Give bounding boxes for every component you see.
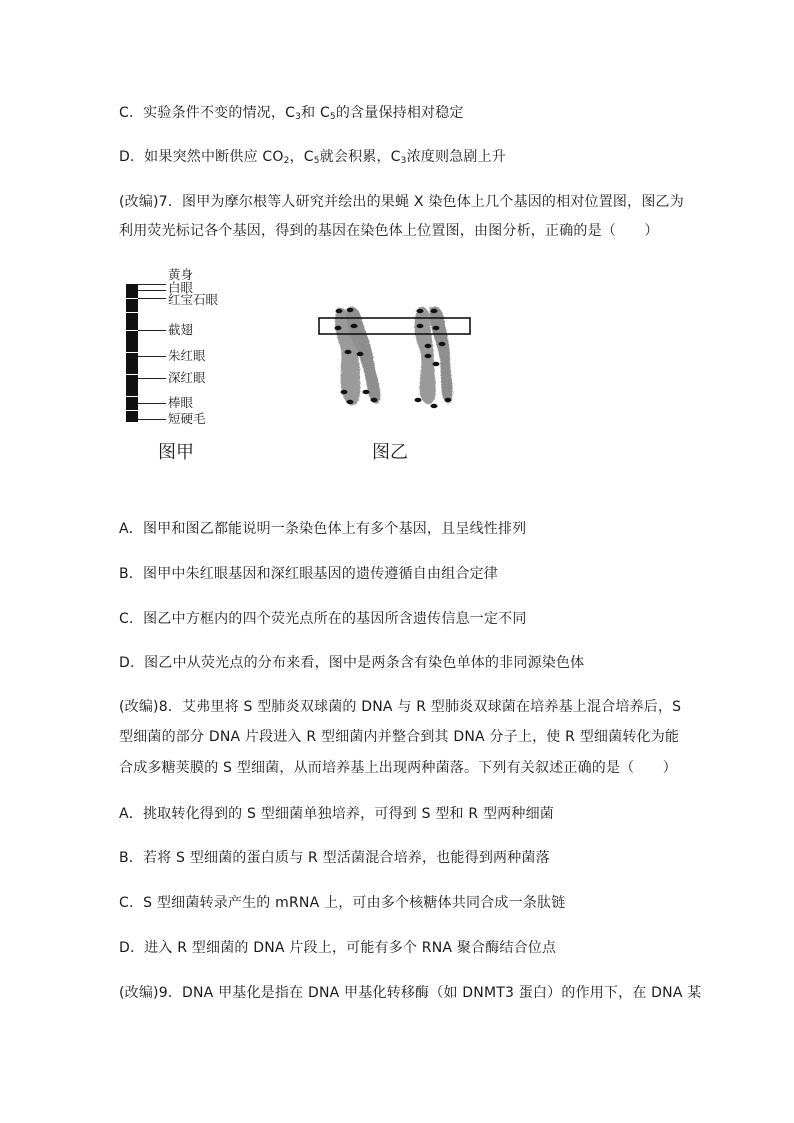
prev-option-c: C．实验条件不变的情况，$C_3$和 $C_5$的含量保持相对稳定 (119, 105, 464, 122)
gene-line (138, 284, 166, 285)
prev-option-d: D．如果突然中断供应 $CO_2$，$C_5$就会积累，$C_3$浓度则急剧上升 (119, 149, 507, 166)
band (126, 330, 138, 331)
chromosome-bar (126, 284, 138, 422)
gene-line (138, 403, 166, 404)
q7-option-c: C．图乙中方框内的四个荧光点所在的基因所含遗传信息一定不同 (119, 611, 527, 627)
gene-label-ruby-eye: 红宝石眼 (168, 292, 219, 307)
band (126, 312, 138, 313)
gene-label-carmine-eye: 深红眼 (168, 370, 206, 385)
q8-stem-line1: (改编)8．艾弗里将 S 型肺炎双球菌的 DNA 与 R 型肺炎双球菌在培养基上混合培养后，S (119, 699, 682, 715)
gene-line (138, 298, 166, 299)
gene-line (138, 419, 166, 420)
q7-option-a: A．图甲和图乙都能说明一条染色体上有多个基因，且呈线性排列 (119, 521, 527, 537)
q8-option-b: B．若将 S 型细菌的蛋白质与 R 型活菌混合培养，也能得到两种菌落 (119, 850, 550, 866)
gene-line (138, 356, 166, 357)
band (126, 396, 138, 397)
q7-stem-line1: (改编)7．图甲为摩尔根等人研究并绘出的果蝇 X 染色体上几个基因的相对位置图，图乙为 (119, 194, 684, 210)
gene-line (138, 290, 166, 291)
band (126, 298, 138, 299)
q8-stem-line2: 型细菌的部分 DNA 片段进入 R 型细菌内并整合到其 DNA 分子上，使 R 型细菌转化为能 (119, 729, 680, 745)
gene-line (138, 378, 166, 379)
figure-yi-caption: 图乙 (372, 442, 408, 463)
q7-option-b: B．图甲中朱红眼基因和深红眼基因的遗传遵循自由组合定律 (119, 566, 499, 582)
q7-option-d: D．图乙中从荧光点的分布来看，图中是两条含有染色单体的非同源染色体 (119, 655, 585, 671)
gene-label-white-eye: 白眼 (168, 280, 194, 295)
gene-label-vermilion-eye: 朱红眼 (168, 348, 206, 363)
gene-label-bar-eye: 棒眼 (168, 395, 194, 410)
gene-label-short-bristle: 短硬毛 (168, 411, 206, 426)
gene-line (138, 330, 166, 331)
q7-stem-line2: 利用荧光标记各个基因，得到的基因在染色体上位置图，由图分析，正确的是（ ） (119, 223, 659, 239)
figure-jia-caption: 图甲 (158, 442, 194, 463)
q8-option-d: D．进入 R 型细菌的 DNA 片段上，可能有多个 RNA 聚合酶结合位点 (119, 940, 557, 956)
band (126, 374, 138, 375)
band (126, 410, 138, 411)
q9-stem-line1: (改编)9．DNA 甲基化是指在 DNA 甲基化转移酶（如 DNMT3 蛋白）的作用下，在 DNA 某 (119, 985, 702, 1001)
q8-option-c: C．S 型细菌转录产生的 mRNA 上，可由多个核糖体共同合成一条肽链 (119, 895, 566, 911)
gene-label-yellow-body: 黄身 (168, 267, 194, 282)
q8-option-a: A．挑取转化得到的 S 型细菌单独培养，可得到 S 型和 R 型两种细菌 (119, 806, 554, 822)
gene-label-cut-wing: 截翅 (168, 322, 194, 337)
q8-stem-line3: 合成多糖荚膜的 S 型细菌，从而培养基上出现两种菌落。下列有关叙述正确的是（ ） (119, 760, 677, 776)
band (126, 352, 138, 353)
chromosome-fluorescence-image (310, 300, 480, 415)
